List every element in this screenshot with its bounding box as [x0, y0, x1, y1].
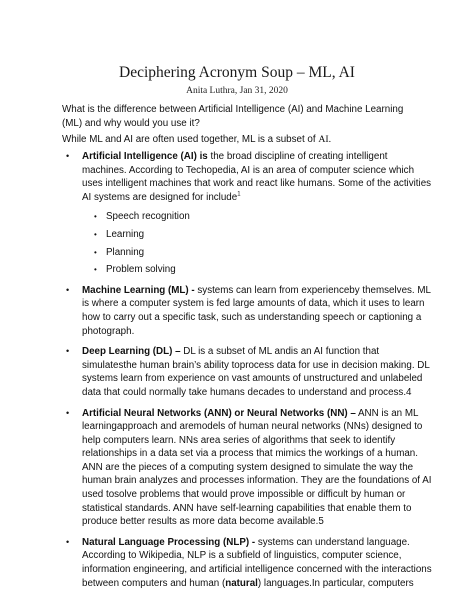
list-item-dl — [62, 345, 434, 399]
question-paragraph: What is the difference between Artificial Intelligence (AI) and Machine Learning (ML) and why would you use it? — [62, 104, 404, 129]
list-item-nlp — [62, 536, 434, 590]
sub-item: • Speech recognition — [82, 210, 434, 224]
intro-paragraph — [62, 133, 422, 147]
intro-tail: AI. — [318, 134, 332, 145]
term-ml: Machine Learning (ML) - — [82, 284, 195, 296]
definitions-list — [62, 150, 434, 597]
definition-ann: ANN is an ML learningapproach and aremodels of human neural networks (NNs) designed to help computers learn. NNs area series of algorithms that seek to identify relationships in a data set via a process that mimics the workings of a human. ANN are the pieces of a computing system designed to simulate the way the human brain analyzes and processes information. They are the foundations of AI used tosolve problems that would prove impossible or difficult by human or statistical standards. ANN have self-learning capabilities that enable them to produce better results as more data become available.5 — [82, 407, 432, 528]
term-dl: Deep Learning (DL) – — [82, 346, 181, 358]
term-ai: Artificial Intelligence (AI) is — [82, 151, 208, 162]
definition-dl: DL is a subset of ML andis an AI function that simulatesthe human brain’s ability toprocess data for use in decision making. DL systems learn from experience on vast amounts of unstructured and unlabeled data that could normally take humans decades to understand and process.4 — [82, 346, 430, 398]
definition-nlp-a: systems can understand language. According to Wikipedia, NLP is a subfield of linguistics, computer science, information engineering, and artificial intelligence concerned with the interactions between computers and human ( — [82, 536, 432, 589]
term-natural: natural — [225, 577, 258, 589]
term-ann: Artificial Neural Networks (ANN) or Neural Networks (NN) – — [82, 407, 356, 419]
term-nlp: Natural Language Processing (NLP) - — [82, 536, 256, 548]
author-line: Anita Luthra, Jan 31, 2020 — [186, 86, 288, 96]
list-item-ai — [62, 150, 434, 277]
definition-ai: the broad discipline of creating intelligent machines. According to Techopedia, AI is an area of computer science which uses intelligent machines that work and react like humans. Some of the activities AI systems are designed for include — [82, 151, 432, 203]
list-item-ann — [62, 407, 434, 529]
definition-nlp-b: ) languages.In particular, computers — [257, 577, 414, 589]
sub-item: • Planning — [82, 246, 434, 260]
footnote-ref: 1 — [237, 191, 241, 198]
page-title: Deciphering Acronym Soup – ML, AI — [119, 64, 355, 81]
sub-item: • Learning — [82, 228, 434, 242]
activities-list — [82, 210, 434, 276]
intro-text: While ML and AI are often used together, ML is a subset of — [62, 134, 316, 145]
definition-ml: systems can learn from experienceby themselves. ML is where a computer system is fed large amounts of data, which it uses to learn how to carry out a specific task, such as understanding speech or captioning a photograph. — [82, 284, 431, 337]
list-item-ml — [62, 284, 434, 338]
sub-item: • Problem solving — [82, 263, 434, 277]
